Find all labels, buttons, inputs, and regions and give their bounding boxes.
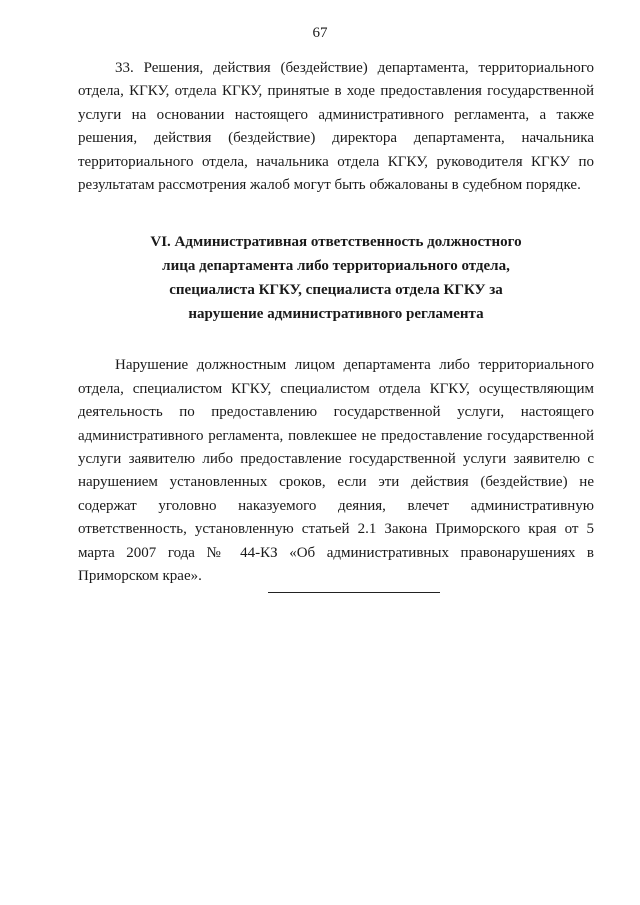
paragraph-violation: Нарушение должностным лицом департамента либо территориального отдела, специалистом КГКУ, специалистом отдела КГКУ, осуществляющим деятельность по предоставлению государственной услуги, настоящего административного регламента, повлекшее не предоставление государственной услуги заявителю либо предоставление государственной услуги заявителю с нарушением установленных сроков, если эти действия (бездействие) не содержат уголовно наказуемого деяния, влечет административную ответственность, установленную статьей 2.1 Закона Приморского края от 5 марта 2007 года № 44-КЗ «Об административных правонарушениях в Приморском крае». — [78, 357, 594, 585]
section-heading: VI. Административная ответственность должностного лица департамента либо территориального отдела, специалиста КГКУ, специалиста отдела КГКУ за нарушение административного регламента — [150, 234, 522, 323]
page-number: 67 — [312, 25, 328, 41]
end-divider — [268, 592, 440, 593]
paragraph-33: 33. Решения, действия (бездействие) департамента, территориального отдела, КГКУ, отдела КГКУ, принятые в ходе предоставления государственной услуги на основании настоящего административного регламента, а также решения, действия (бездействие) директора департамента, начальника территориального отдела, начальника отдела КГКУ, руководителя КГКУ по результатам рассмотрения жалоб могут быть обжалованы в судебном порядке. — [78, 60, 594, 194]
document-body — [78, 57, 594, 589]
